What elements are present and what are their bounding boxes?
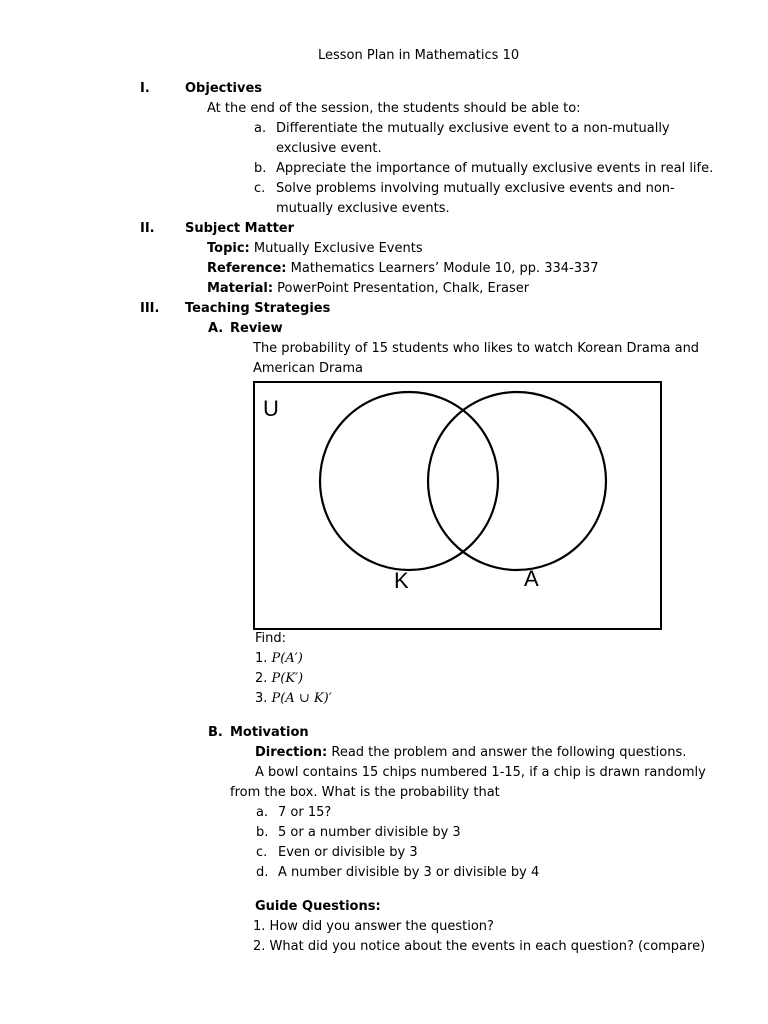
find-number: 2. <box>255 671 268 686</box>
material-value: PowerPoint Presentation, Chalk, Eraser <box>273 281 530 296</box>
find-number: 3. <box>255 691 268 706</box>
problem-line1: A bowl contains 15 chips numbered 1-15, if a chip is drawn randomly <box>255 765 706 780</box>
question-c: Even or divisible by 3 <box>278 845 418 860</box>
objective-a-line2: exclusive event. <box>276 141 382 156</box>
review-text-line2: American Drama <box>253 361 363 376</box>
objective-letter: a. <box>254 121 267 136</box>
question-letter: d. <box>256 865 269 880</box>
motivation-title: Motivation <box>230 725 309 740</box>
universe-label: U <box>263 396 279 421</box>
universe-box <box>254 382 661 629</box>
motivation-letter: B. <box>208 725 223 740</box>
find-item-1 <box>255 652 303 665</box>
question-letter: c. <box>256 845 268 860</box>
topic-label: Topic: <box>207 241 250 256</box>
page-title: Lesson Plan in Mathematics 10 <box>318 48 520 63</box>
find-expression: P(A ∪ K)′ <box>271 691 332 706</box>
reference-label: Reference: <box>207 261 287 276</box>
material-label: Material: <box>207 281 274 296</box>
review-letter: A. <box>208 321 224 336</box>
set-a-label: A <box>524 566 539 591</box>
objective-c-line2: mutually exclusive events. <box>276 201 450 216</box>
problem-line2: from the box. What is the probability that <box>230 785 500 800</box>
question-letter: a. <box>256 805 269 820</box>
find-item-2 <box>255 672 303 685</box>
question-b: 5 or a number divisible by 3 <box>278 825 461 840</box>
objective-letter: c. <box>254 181 266 196</box>
reference-value: Mathematics Learners’ Module 10, pp. 334-337 <box>286 261 599 276</box>
topic-line <box>207 242 423 255</box>
section-1-title: Objectives <box>185 81 263 96</box>
guide-questions-title: Guide Questions: <box>255 899 381 914</box>
section-3-number: III. <box>140 301 160 316</box>
topic-value: Mutually Exclusive Events <box>249 241 423 256</box>
material-line <box>207 282 529 295</box>
find-item-3 <box>255 692 332 705</box>
direction-line <box>255 746 686 759</box>
objective-letter: b. <box>254 161 267 176</box>
review-title: Review <box>230 321 283 336</box>
objective-b-line1: Appreciate the importance of mutually exclusive events in real life. <box>276 161 714 176</box>
direction-label: Direction: <box>255 745 328 760</box>
guide-question-2: 2. What did you notice about the events in each question? (compare) <box>253 939 706 954</box>
question-letter: b. <box>256 825 269 840</box>
section-2-title: Subject Matter <box>185 221 295 236</box>
section-3-title: Teaching Strategies <box>185 301 331 316</box>
section-2-number: II. <box>140 221 155 236</box>
reference-line <box>207 262 599 275</box>
venn-diagram <box>253 381 663 631</box>
question-a: 7 or 15? <box>278 805 332 820</box>
find-expression: P(A′) <box>271 651 303 666</box>
objective-a-line1: Differentiate the mutually exclusive event to a non-mutually <box>276 121 670 136</box>
objective-c-line1: Solve problems involving mutually exclusive events and non- <box>276 181 675 196</box>
direction-text: Read the problem and answer the following questions. <box>327 745 687 760</box>
objectives-intro: At the end of the session, the students should be able to: <box>207 101 581 116</box>
guide-question-1: 1. How did you answer the question? <box>253 919 494 934</box>
review-text-line1: The probability of 15 students who likes to watch Korean Drama and <box>253 341 700 356</box>
find-number: 1. <box>255 651 268 666</box>
find-label: Find: <box>255 631 287 646</box>
find-expression: P(K′) <box>271 671 304 686</box>
set-k-label: K <box>394 568 409 593</box>
question-d: A number divisible by 3 or divisible by 4 <box>278 865 540 880</box>
section-1-number: I. <box>140 81 150 96</box>
